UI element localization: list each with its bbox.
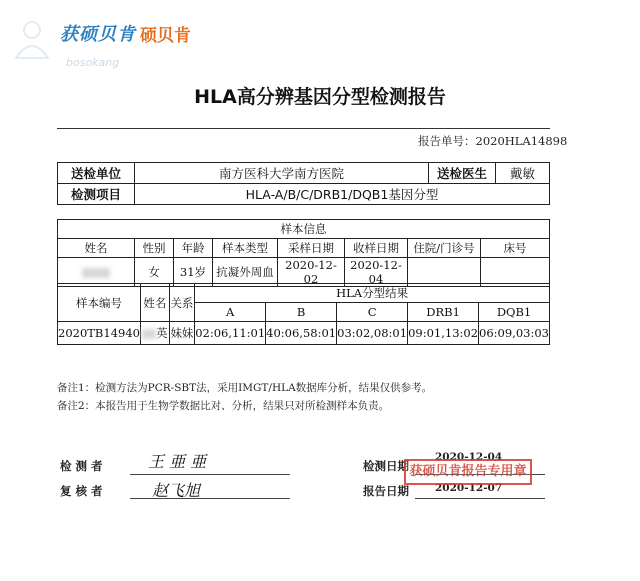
hla-results-title: HLA分型结果 bbox=[195, 284, 550, 303]
logo-mark: 获硕贝肯 bbox=[60, 24, 136, 45]
tester-signature: 王 亜 亜 bbox=[148, 452, 207, 471]
locus-header: B bbox=[266, 303, 337, 322]
sample-info-title: 样本信息 bbox=[58, 220, 550, 239]
col-header: 样本类型 bbox=[213, 239, 278, 258]
page-title: HLA高分辨基因分型检测报告 bbox=[194, 86, 446, 108]
reviewer-sign-line bbox=[130, 498, 290, 499]
company-logo bbox=[60, 18, 191, 48]
sample-no-label: 样本编号 bbox=[58, 284, 141, 322]
col-header: 采样日期 bbox=[278, 239, 345, 258]
sample-no-cell: 2020TB14940 bbox=[58, 322, 141, 345]
col-header: 性别 bbox=[135, 239, 174, 258]
col-header: 姓名 bbox=[58, 239, 135, 258]
report-number: 报告单号：2020HLA14898 bbox=[418, 134, 568, 148]
report-date-value: 2020-12-07 bbox=[435, 482, 503, 494]
test-date-label: 检测日期 bbox=[363, 459, 409, 473]
collect-date-cell: 2020-12-02 bbox=[278, 258, 345, 287]
locus-header: DRB1 bbox=[408, 303, 479, 322]
col-header: 床号 bbox=[481, 239, 550, 258]
tester-sign-line bbox=[130, 474, 290, 475]
gender-cell: 女 bbox=[135, 258, 174, 287]
unit-label: 送检单位 bbox=[58, 163, 135, 184]
item-label: 检测项目 bbox=[58, 184, 135, 205]
doctor-label: 送检医生 bbox=[429, 163, 496, 184]
item-value: HLA-A/B/C/DRB1/DQB1基因分型 bbox=[135, 184, 550, 205]
locus-drb1-cell: 09:01,13:02 bbox=[408, 322, 479, 345]
sample-info-table bbox=[57, 219, 550, 287]
submission-table bbox=[57, 162, 550, 205]
name-label: 姓名 bbox=[140, 284, 169, 322]
sample-type-cell: 抗凝外周血 bbox=[213, 258, 278, 287]
title-divider bbox=[57, 128, 550, 129]
table-row bbox=[58, 322, 550, 345]
unit-value: 南方医科大学南方医院 bbox=[135, 163, 429, 184]
col-header: 年龄 bbox=[174, 239, 213, 258]
watermark-text: bosokang bbox=[66, 56, 120, 69]
reviewer-label: 复 核 者 bbox=[60, 484, 103, 498]
tester-label: 检 测 者 bbox=[60, 459, 103, 473]
locus-dqb1-cell: 06:09,03:03 bbox=[479, 322, 550, 345]
doctor-value: 戴敏 bbox=[496, 163, 550, 184]
col-header: 收样日期 bbox=[345, 239, 408, 258]
relation-cell: 妹妹 bbox=[169, 322, 195, 345]
receive-date-cell: 2020-12-04 bbox=[345, 258, 408, 287]
result-name-cell bbox=[140, 322, 169, 345]
test-date-value: 2020-12-04 bbox=[435, 451, 503, 463]
locus-b-cell: 40:06,58:01 bbox=[266, 322, 337, 345]
watermark-buddha-icon bbox=[8, 14, 56, 62]
age-cell: 31岁 bbox=[174, 258, 213, 287]
locus-header: C bbox=[337, 303, 408, 322]
locus-a-cell: 02:06,11:01 bbox=[195, 322, 266, 345]
locus-header: A bbox=[195, 303, 266, 322]
notes-section bbox=[57, 379, 432, 415]
report-date-line bbox=[415, 498, 545, 499]
note-2: 备注2：本报告用于生物学数据比对、分析，结果只对所检测样本负责。 bbox=[57, 400, 390, 412]
hla-results-table bbox=[57, 283, 550, 345]
logo-name: 硕贝肯 bbox=[140, 25, 191, 46]
relation-label: 关系 bbox=[169, 284, 195, 322]
reviewer-signature: 赵飞旭 bbox=[152, 481, 201, 500]
name-suffix: 英 bbox=[156, 326, 168, 340]
locus-c-cell: 03:02,08:01 bbox=[337, 322, 408, 345]
note-1: 备注1：检测方法为PCR-SBT法，采用IMGT/HLA数据库分析，结果仅供参考。 bbox=[57, 382, 433, 394]
report-date-label: 报告日期 bbox=[363, 484, 409, 498]
col-header: 住院/门诊号 bbox=[408, 239, 481, 258]
official-stamp: 获硕贝肯报告专用章 bbox=[404, 459, 532, 485]
locus-header: DQB1 bbox=[479, 303, 550, 322]
